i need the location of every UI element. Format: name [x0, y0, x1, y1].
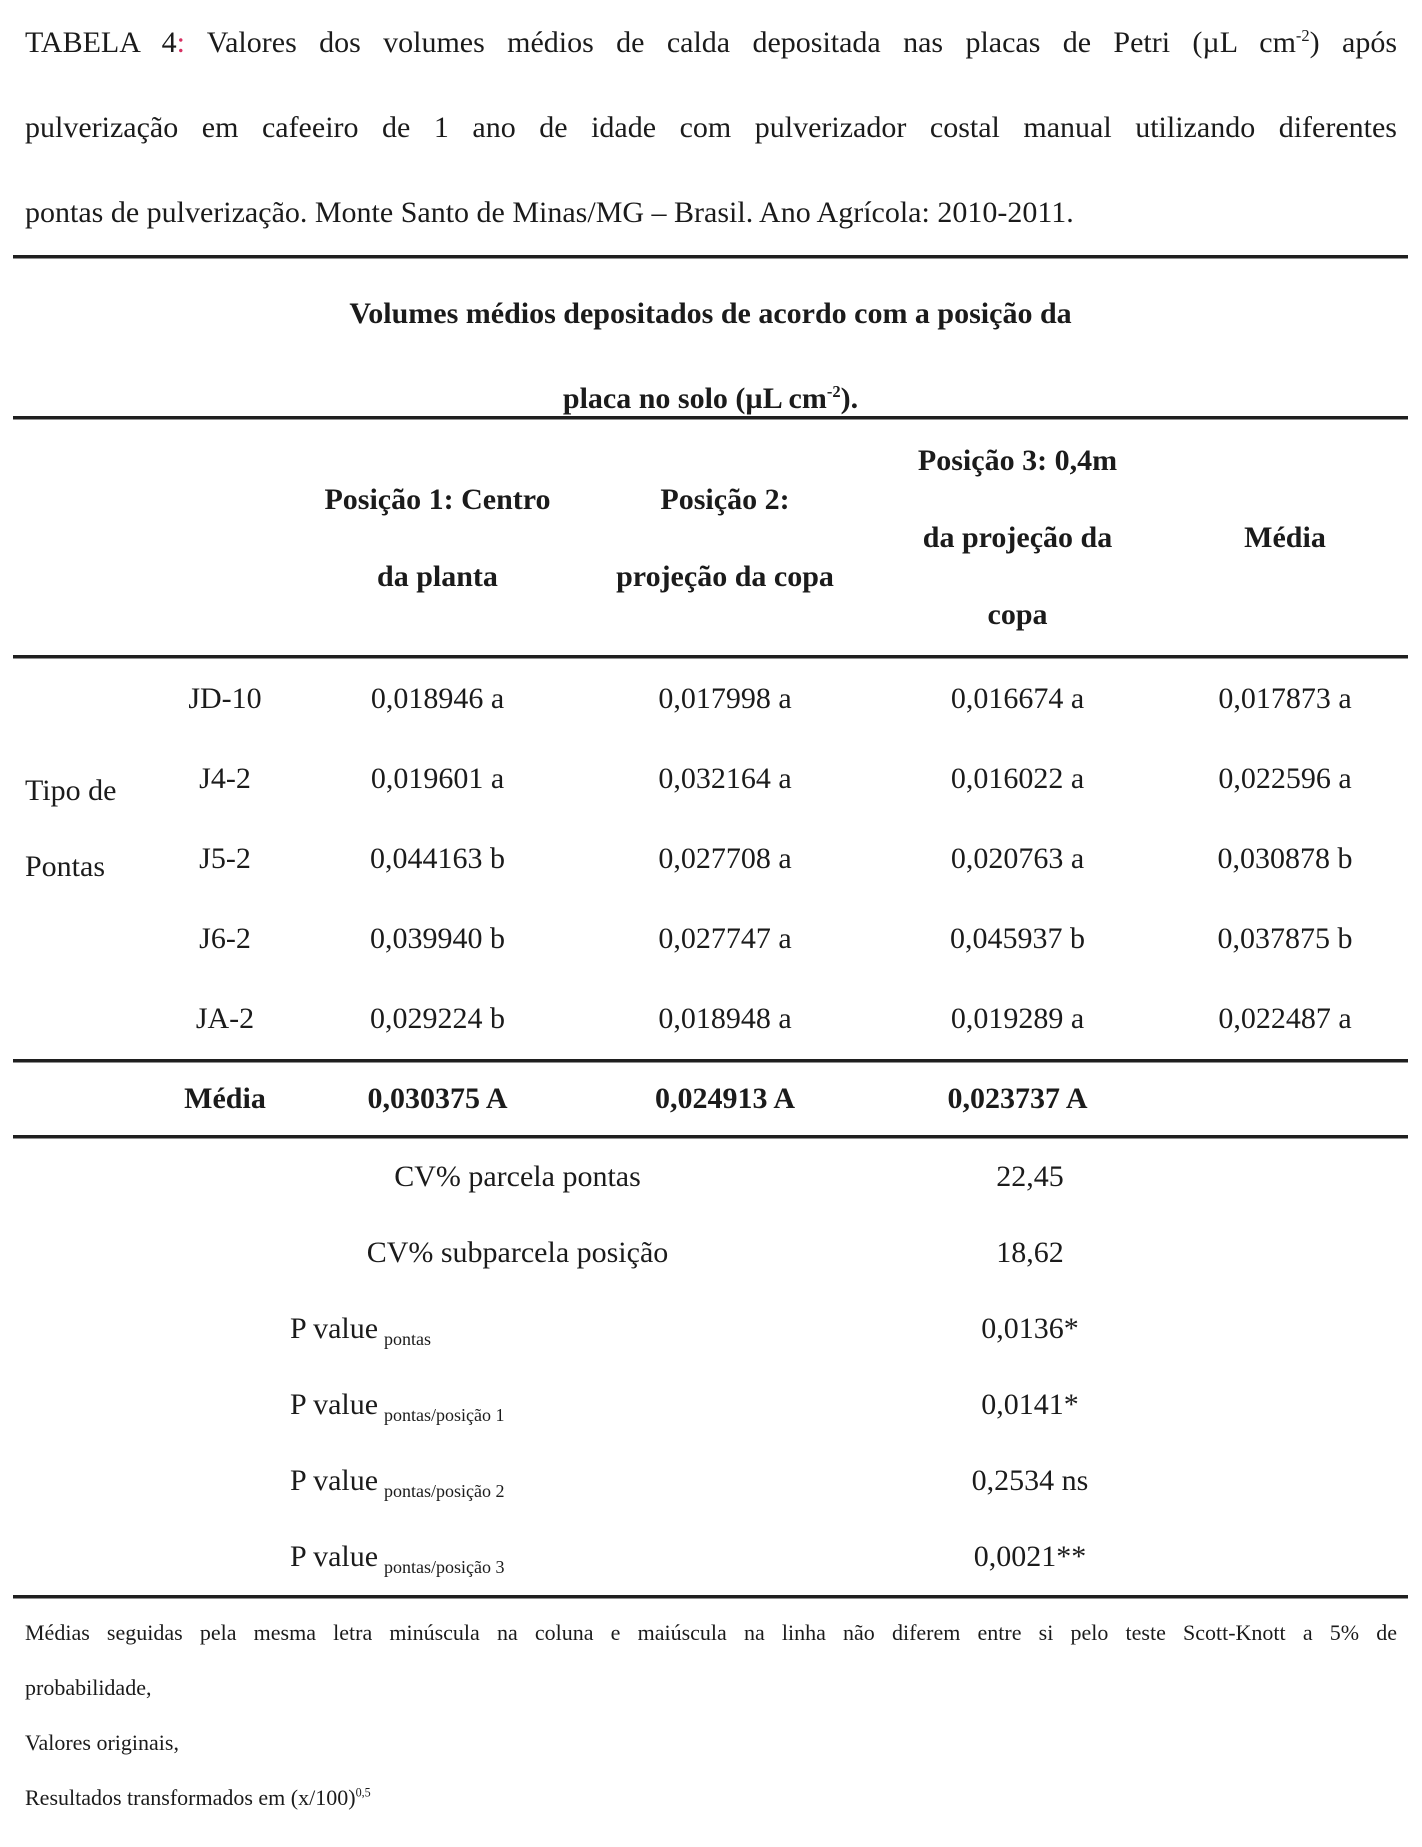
- footnote-line-2: probabilidade,: [25, 1675, 152, 1700]
- tip-name: J6-2: [199, 922, 251, 955]
- caption-table-label: TABELA 4: [25, 26, 177, 59]
- cell-value: 0,016022 a: [950, 762, 1085, 795]
- stat-label-text: P value: [290, 1388, 379, 1421]
- cell-value: 0,044163 b: [370, 842, 505, 875]
- column-header-posicao-1: [295, 461, 580, 615]
- caption-line-1: [25, 0, 1397, 85]
- table-row: [13, 899, 1408, 979]
- cell-value: 0,018946 a: [370, 682, 505, 715]
- table-body: [13, 659, 1408, 1059]
- column-header-posicao-2: [580, 461, 870, 615]
- caption-line-3: pontas de pulverização. Monte Santo de Minas/MG – Brasil. Ano Agrícola: 2010-2011.: [25, 196, 1074, 229]
- mean-row-label: Média: [184, 1082, 266, 1115]
- span-header-superscript: -2: [826, 382, 841, 401]
- stat-label: [155, 1388, 880, 1425]
- cell-value: 0,027747 a: [658, 922, 792, 955]
- header-line: da projeção da: [922, 521, 1113, 554]
- header-line: Posição 1: Centro: [324, 482, 551, 516]
- cell-value: 0,022596 a: [1218, 762, 1352, 795]
- span-header-text: placa no solo (µL cm: [562, 382, 827, 415]
- tip-name: J5-2: [199, 842, 251, 875]
- stat-label-subscript: pontas/posição 1: [384, 1405, 505, 1425]
- stat-row-pvalue-posicao-1: [13, 1367, 1408, 1443]
- footnote-superscript: 0,5: [355, 1785, 371, 1800]
- cell-value: 0,022487 a: [1218, 1002, 1352, 1035]
- span-header-line-1: Volumes médios depositados de acordo com a posição da: [349, 297, 1072, 330]
- header-line: projeção da copa: [616, 559, 834, 593]
- column-header-row: [13, 420, 1408, 655]
- stat-value: 0,0021**: [973, 1540, 1087, 1573]
- stat-value: 0,0141*: [981, 1388, 1079, 1421]
- caption-colon: :: [176, 26, 185, 59]
- cell-value: 0,019289 a: [950, 1002, 1085, 1035]
- stat-label-text: P value: [290, 1312, 379, 1345]
- span-header-text-end: ).: [840, 382, 859, 415]
- cell-value: 0,027708 a: [658, 842, 792, 875]
- group-label-line: Tipo de: [25, 774, 117, 807]
- cell-value: 0,037875 b: [1217, 922, 1353, 955]
- cell-value: 0,029224 b: [370, 1002, 505, 1035]
- stat-label: [155, 1464, 880, 1501]
- caption-line-2: pulverização em cafeeiro de 1 ano de idade com pulverizador costal manual utilizando diferentes: [25, 111, 1397, 144]
- footnote-line-4: [25, 1770, 1397, 1825]
- stat-label: CV% parcela pontas: [394, 1160, 641, 1193]
- header-line: copa: [987, 598, 1048, 631]
- stat-value: 0,0136*: [981, 1312, 1079, 1345]
- stat-label: [155, 1312, 880, 1349]
- tip-name: JD-10: [188, 682, 262, 715]
- header-line: da planta: [377, 559, 498, 593]
- table-footnotes: [25, 1605, 1397, 1825]
- stat-label-subscript: pontas: [384, 1329, 432, 1349]
- stat-label-text: P value: [290, 1540, 379, 1573]
- table-row: [13, 739, 1408, 819]
- cell-value: 0,019601 a: [370, 762, 505, 795]
- stat-value: 0,2534 ns: [971, 1464, 1089, 1497]
- column-header-posicao-3: [870, 422, 1165, 653]
- stat-row-pvalue-posicao-3: [13, 1519, 1408, 1595]
- mean-row: [13, 1063, 1408, 1135]
- table: [13, 255, 1408, 1599]
- caption-superscript: -2: [1295, 26, 1310, 45]
- stat-label: [155, 1540, 880, 1577]
- footnote-line-1: Médias seguidas pela mesma letra minúscula na coluna e maiúscula na linha não diferem entre si pelo teste Scott-Knott a 5% de: [25, 1620, 1397, 1645]
- cell-value: 0,030878 b: [1217, 842, 1353, 875]
- stat-label: CV% subparcela posição: [366, 1236, 669, 1269]
- tip-name: J4-2: [199, 762, 251, 795]
- row-group-label: [25, 753, 116, 905]
- table-row: [13, 659, 1408, 739]
- mean-value: 0,023737 A: [947, 1082, 1088, 1115]
- cell-value: 0,032164 a: [658, 762, 792, 795]
- table-span-header: [13, 259, 1408, 441]
- stat-label-subscript: pontas/posição 2: [384, 1481, 505, 1501]
- table-row: [13, 819, 1408, 899]
- caption-text-2: ) após: [1309, 26, 1397, 59]
- footnote-line-3: Valores originais,: [25, 1730, 179, 1755]
- cell-value: 0,045937 b: [950, 922, 1085, 955]
- column-header-media: [1165, 499, 1405, 576]
- statistics-section: [13, 1139, 1408, 1595]
- mean-value: 0,030375 A: [367, 1082, 508, 1115]
- caption-text-1: Valores dos volumes médios de calda depositada nas placas de Petri (µL cm: [184, 26, 1296, 59]
- stat-row-pvalue-pontas: [13, 1291, 1408, 1367]
- group-label-line: Pontas: [25, 850, 106, 883]
- stat-row-pvalue-posicao-2: [13, 1443, 1408, 1519]
- table-caption: [25, 0, 1397, 255]
- stat-row-cv-parcela: [13, 1139, 1408, 1215]
- header-line: Posição 2:: [660, 482, 790, 516]
- tip-name: JA-2: [195, 1002, 255, 1035]
- stat-value: 22,45: [996, 1160, 1064, 1193]
- cell-value: 0,017998 a: [658, 682, 792, 715]
- stat-row-cv-subparcela: [13, 1215, 1408, 1291]
- stat-label-subscript: pontas/posição 3: [384, 1557, 505, 1577]
- cell-value: 0,017873 a: [1218, 682, 1352, 715]
- stat-value: 18,62: [996, 1236, 1064, 1269]
- cell-value: 0,018948 a: [658, 1002, 792, 1035]
- header-line: Média: [1244, 521, 1326, 554]
- header-line: Posição 3: 0,4m: [917, 444, 1118, 477]
- cell-value: 0,016674 a: [950, 682, 1085, 715]
- cell-value: 0,020763 a: [950, 842, 1085, 875]
- cell-value: 0,039940 b: [370, 922, 505, 955]
- stat-label-text: P value: [290, 1464, 379, 1497]
- table-row: [13, 979, 1408, 1059]
- footnote-text: Resultados transformados em (x/100): [25, 1785, 356, 1810]
- horizontal-rule-bottom: [13, 1595, 1408, 1599]
- mean-value: 0,024913 A: [654, 1082, 795, 1115]
